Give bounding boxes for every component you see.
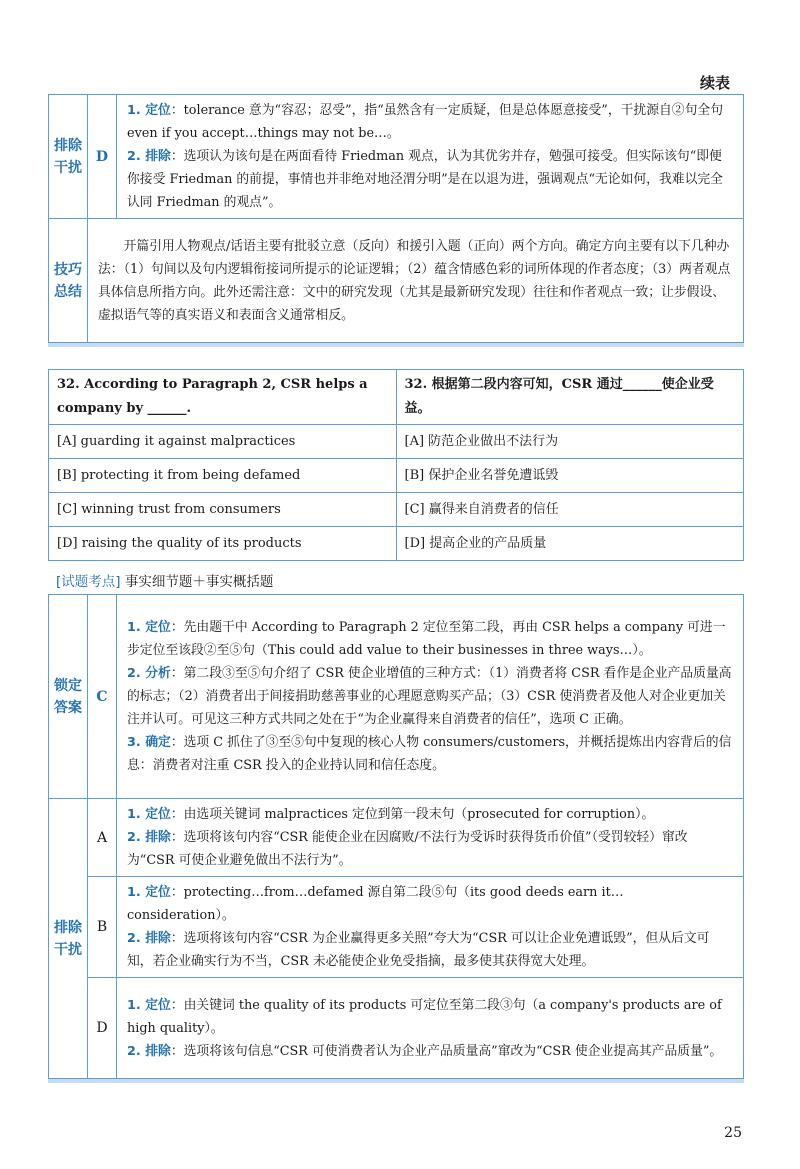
distract-d-content: 1. 定位：tolerance 意为“容忍；忍受”，指“虽然含有一定质疑，但是总体愿意接受”，干扰源自②句全句 even if you accept…things may not be…。 2. 排除：选项认为该句是在两面看待 Friedman 观点，认为其优劣并存，勉强可接受。但实际该句“即便你接受 Friedman 的前提，事情也并非绝对地泾渭分明”是在以退为进，强调观点“无论如何，我难以完全认同 Friedman 的观点”。: [117, 95, 744, 219]
analysis-table-32: [48, 594, 744, 1079]
answer-letter: C: [88, 595, 117, 799]
distract-letter-a: A: [88, 799, 117, 877]
row-label-skills: 技巧总结: [49, 219, 88, 343]
option-d-zh: [D] 提高企业的产品质量: [396, 527, 744, 561]
row-label-distract-2: 排除干扰: [49, 799, 88, 1079]
distract-b-content: 1. 定位：protecting…from…defamed 源自第二段⑤句（its good deeds earn it… consideration）。 2. 排除：选项将该句内容“CSR 为企业赢得更多关照”夸大为“CSR 可以让企业免遭诋毁”，但从后文可知，若企业确实行为不当，CSR 未必能使企业免受指摘，最多使其获得宽大处理。: [117, 877, 744, 978]
row-label-answer: 锁定答案: [49, 595, 88, 799]
answer-content: 1. 定位：先由题干中 According to Paragraph 2 定位至第二段，再由 CSR helps a company 可进一步定位至该段②至⑤句（This could add value to their businesses in three ways…）。 2. 分析：第二段③至⑤句介绍了 CSR 使企业增值的三种方式：（1）消费者将 CSR 看作是企业产品质量高的标志；（2）消费者出于间接捐助慈善事业的心理愿意购买产品；（3）CSR 使消费者及他人对企业更加关注并认可。可见这三种方式共同之处在于“为企业赢得来自消费者的信任”，选项 C 正确。 3. 确定：选项 C 抓住了③至⑤句中复现的核心人物 consumers/customers，并概括提炼出内容背后的信息：消费者对注重 CSR 投入的企业持认同和信任态度。: [117, 595, 744, 799]
question-stem-en: 32. According to Paragraph 2, CSR helps a company by ______.: [49, 370, 397, 425]
continued-label: 续表: [699, 74, 730, 92]
option-b-zh: [B] 保护企业名誉免遭诋毁: [396, 459, 744, 493]
question-32-table: [48, 369, 744, 561]
skills-summary: 开篇引用人物观点/话语主要有批驳立意（反向）和援引入题（正向）两个方向。确定方向主要有以下几种办法：（1）句间以及句内逻辑衔接词所提示的论证逻辑；（2）蕴含情感色彩的词所体现的作者态度；（3）两者观点具体信息所指方向。此外还需注意：文中的研究发现（尤其是最新研究发现）往往和作者观点一致；让步假设、虚拟语气等的真实语义和表面含义通常相反。: [88, 219, 744, 343]
option-d-en: [D] raising the quality of its products: [49, 527, 397, 561]
option-c-zh: [C] 赢得来自消费者的信任: [396, 493, 744, 527]
option-a-zh: [A] 防范企业做出不法行为: [396, 425, 744, 459]
page-number: 25: [724, 1125, 742, 1141]
analysis-table-31: [48, 94, 744, 343]
exam-point: [试题考点] 事实细节题＋事实概括题: [56, 574, 274, 590]
distract-a-content: 1. 定位：由选项关键词 malpractices 定位到第一段末句（prosecuted for corruption）。 2. 排除：选项将该句内容“CSR 能使企业在因腐败/不法行为受诉时获得货币价值”（受罚较轻）窜改为“CSR 可使企业避免做出不法行为”。: [117, 799, 744, 877]
option-a-en: [A] guarding it against malpractices: [49, 425, 397, 459]
distract-d2-content: 1. 定位：由关键词 the quality of its products 可定位至第二段③句（a company's products are of high quality）。 2. 排除：选项将该句信息“CSR 可使消费者认为企业产品质量高”窜改为“CSR 使企业提高其产品质量”。: [117, 978, 744, 1079]
question-stem-zh: 32. 根据第二段内容可知，CSR 通过______使企业受益。: [396, 370, 744, 425]
distract-letter-b: B: [88, 877, 117, 978]
distract-letter-d: D: [88, 978, 117, 1079]
row-label-distract: 排除干扰: [49, 95, 88, 219]
option-b-en: [B] protecting it from being defamed: [49, 459, 397, 493]
option-letter-d: D: [88, 95, 117, 219]
option-c-en: [C] winning trust from consumers: [49, 493, 397, 527]
